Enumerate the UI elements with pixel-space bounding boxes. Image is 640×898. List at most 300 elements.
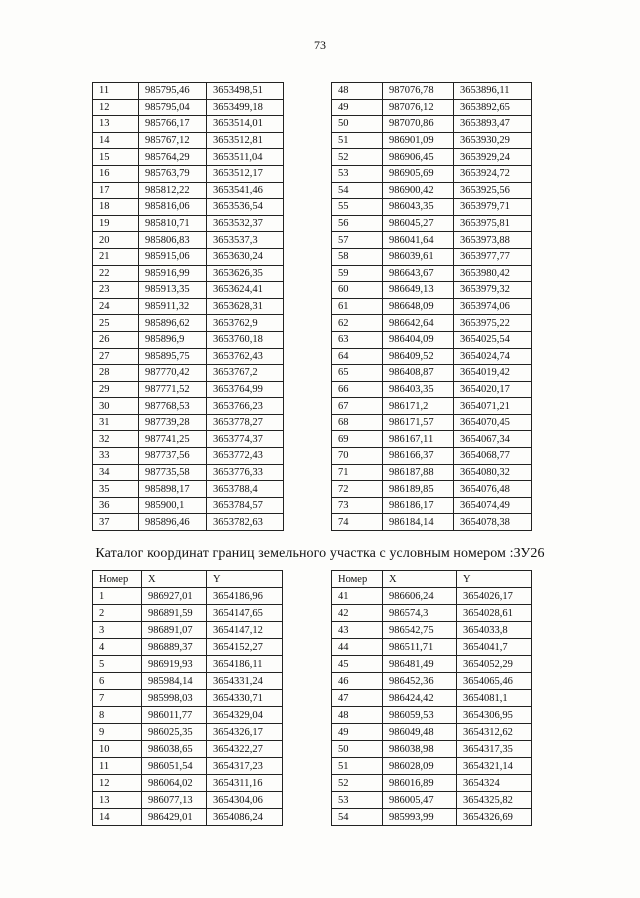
y-coordinate-cell: 3653896,11 [454,83,532,100]
table-row [93,464,284,481]
table-row [332,448,532,465]
point-number-cell: 8 [93,707,142,724]
point-number-cell: 24 [93,298,139,315]
x-coordinate-cell: 986171,2 [383,398,454,415]
table-row [332,199,532,216]
table-row [332,83,532,100]
table-row [332,348,532,365]
table-row [332,809,532,826]
point-number-cell: 5 [93,656,142,673]
table-row [93,116,284,133]
table-row [332,792,532,809]
table-row [93,99,284,116]
point-number-cell: 52 [332,149,383,166]
x-coordinate-cell: 986077,13 [142,792,207,809]
x-coordinate-cell: 987737,56 [139,448,207,465]
coordinates-table-lower-right [331,570,532,826]
point-number-cell: 15 [93,149,139,166]
point-number-cell: 29 [93,381,139,398]
x-coordinate-cell: 985998,03 [142,690,207,707]
table-row [93,792,283,809]
y-coordinate-cell: 3654076,48 [454,481,532,498]
point-number-cell: 66 [332,381,383,398]
x-coordinate-cell: 985900,1 [139,497,207,514]
table-row [332,149,532,166]
y-coordinate-cell: 3654324 [457,775,532,792]
y-coordinate-cell: 3653541,46 [207,182,284,199]
y-coordinate-cell: 3653762,9 [207,315,284,332]
y-coordinate-cell: 3654078,38 [454,514,532,531]
y-coordinate-cell: 3654026,17 [457,588,532,605]
table-row [332,481,532,498]
y-coordinate-cell: 3653974,06 [454,298,532,315]
y-coordinate-cell: 3654041,7 [457,639,532,656]
table-row [332,673,532,690]
y-coordinate-cell: 3654312,62 [457,724,532,741]
y-coordinate-cell: 3654067,34 [454,431,532,448]
table-row [332,331,532,348]
point-number-cell: 51 [332,132,383,149]
x-coordinate-cell: 986051,54 [142,758,207,775]
x-coordinate-cell: 986901,09 [383,132,454,149]
table-row [93,809,283,826]
table-row [93,132,284,149]
point-number-cell: 58 [332,248,383,265]
y-coordinate-cell: 3653498,51 [207,83,284,100]
x-coordinate-cell: 986906,45 [383,149,454,166]
table-row [332,690,532,707]
table-row [93,381,284,398]
point-number-cell: 18 [93,199,139,216]
y-coordinate-cell: 3653511,04 [207,149,284,166]
y-coordinate-cell: 3653630,24 [207,248,284,265]
point-number-cell: 6 [93,673,142,690]
table-row [93,605,283,622]
x-coordinate-cell: 986889,37 [142,639,207,656]
point-number-cell: 67 [332,398,383,415]
y-coordinate-cell: 3653893,47 [454,116,532,133]
table-row [332,282,532,299]
point-number-cell: 54 [332,182,383,199]
table-row [93,724,283,741]
table-row [93,232,284,249]
y-coordinate-cell: 3653924,72 [454,165,532,182]
table-row [332,588,532,605]
x-coordinate-cell: 986404,09 [383,331,454,348]
table-row [332,741,532,758]
x-coordinate-cell: 985896,62 [139,315,207,332]
point-number-cell: 45 [332,656,383,673]
x-coordinate-cell: 986166,37 [383,448,454,465]
point-number-cell: 63 [332,331,383,348]
table-row [93,431,284,448]
y-coordinate-cell: 3654186,11 [207,656,283,673]
point-number-cell: 21 [93,248,139,265]
x-coordinate-cell: 986186,17 [383,497,454,514]
x-coordinate-cell: 985896,46 [139,514,207,531]
point-number-cell: 17 [93,182,139,199]
y-coordinate-cell: 3653762,43 [207,348,284,365]
x-coordinate-cell: 986064,02 [142,775,207,792]
point-number-cell: 4 [93,639,142,656]
y-coordinate-cell: 3653537,3 [207,232,284,249]
point-number-cell: 34 [93,464,139,481]
point-number-cell: 13 [93,116,139,133]
point-number-cell: 22 [93,265,139,282]
y-coordinate-cell: 3654081,1 [457,690,532,707]
x-coordinate-cell: 985763,79 [139,165,207,182]
table-row [93,656,283,673]
x-coordinate-cell: 985766,17 [139,116,207,133]
x-coordinate-cell: 986038,98 [383,741,457,758]
point-number-cell: 48 [332,83,383,100]
point-number-cell: 14 [93,809,142,826]
table-row [332,232,532,249]
x-coordinate-cell: 986574,3 [383,605,457,622]
table-body [332,588,532,826]
x-coordinate-cell: 987070,86 [383,116,454,133]
x-coordinate-cell: 987739,28 [139,414,207,431]
y-coordinate-cell: 3654330,71 [207,690,283,707]
x-coordinate-cell: 986905,69 [383,165,454,182]
table-row [93,315,284,332]
point-number-cell: 53 [332,792,383,809]
table-row [93,149,284,166]
table-row [332,398,532,415]
point-number-cell: 55 [332,199,383,216]
y-coordinate-cell: 3654033,8 [457,622,532,639]
point-number-cell: 41 [332,588,383,605]
point-number-cell: 73 [332,497,383,514]
y-coordinate-cell: 3653782,63 [207,514,284,531]
y-coordinate-cell: 3654020,17 [454,381,532,398]
x-coordinate-cell: 985810,71 [139,215,207,232]
point-number-cell: 43 [332,622,383,639]
x-coordinate-cell: 986403,35 [383,381,454,398]
point-number-cell: 72 [332,481,383,498]
table-row [93,365,284,382]
point-number-cell: 1 [93,588,142,605]
y-coordinate-cell: 3654147,65 [207,605,283,622]
x-coordinate-cell: 987741,25 [139,431,207,448]
table-row [332,605,532,622]
x-coordinate-cell: 985795,46 [139,83,207,100]
y-coordinate-cell: 3654317,35 [457,741,532,758]
x-coordinate-cell: 985767,12 [139,132,207,149]
header-row [332,571,532,588]
y-coordinate-cell: 3653776,33 [207,464,284,481]
y-coordinate-cell: 3653925,56 [454,182,532,199]
coordinates-table-upper-right [331,82,532,531]
table-row [332,99,532,116]
table-row [332,116,532,133]
table-row [93,182,284,199]
table-row [332,165,532,182]
point-number-cell: 65 [332,365,383,382]
y-coordinate-cell: 3653772,43 [207,448,284,465]
point-number-cell: 30 [93,398,139,415]
x-coordinate-cell: 986041,64 [383,232,454,249]
point-number-cell: 3 [93,622,142,639]
table-row [332,265,532,282]
y-coordinate-cell: 3654147,12 [207,622,283,639]
table-row [332,497,532,514]
table-row [93,298,284,315]
header-y: Y [207,571,283,588]
table-row [93,348,284,365]
table-row [93,497,284,514]
table-row [93,199,284,216]
point-number-cell: 49 [332,99,383,116]
point-number-cell: 59 [332,265,383,282]
table-row [93,165,284,182]
table-row [93,775,283,792]
x-coordinate-cell: 985915,06 [139,248,207,265]
table-row [93,265,284,282]
x-coordinate-cell: 986038,65 [142,741,207,758]
point-number-cell: 70 [332,448,383,465]
x-coordinate-cell: 986167,11 [383,431,454,448]
y-coordinate-cell: 3654070,45 [454,414,532,431]
table-row [332,622,532,639]
y-coordinate-cell: 3654306,95 [457,707,532,724]
table-row [93,448,284,465]
x-coordinate-cell: 985816,06 [139,199,207,216]
x-coordinate-cell: 986409,52 [383,348,454,365]
y-coordinate-cell: 3653788,4 [207,481,284,498]
x-coordinate-cell: 986891,07 [142,622,207,639]
table-row [332,248,532,265]
point-number-cell: 20 [93,232,139,249]
point-number-cell: 50 [332,116,383,133]
table-row [93,414,284,431]
table-row [93,282,284,299]
point-number-cell: 2 [93,605,142,622]
table-row [93,639,283,656]
y-coordinate-cell: 3654080,32 [454,464,532,481]
point-number-cell: 57 [332,232,383,249]
x-coordinate-cell: 986424,42 [383,690,457,707]
point-number-cell: 54 [332,809,383,826]
x-coordinate-cell: 986011,77 [142,707,207,724]
x-coordinate-cell: 986649,13 [383,282,454,299]
page-number: 73 [314,38,326,52]
x-coordinate-cell: 985916,99 [139,265,207,282]
x-coordinate-cell: 986900,42 [383,182,454,199]
x-coordinate-cell: 986891,59 [142,605,207,622]
point-number-cell: 36 [93,497,139,514]
y-coordinate-cell: 3653766,23 [207,398,284,415]
table-row [93,690,283,707]
table-row [332,431,532,448]
header-row [93,571,283,588]
point-number-cell: 68 [332,414,383,431]
x-coordinate-cell: 986606,24 [383,588,457,605]
x-coordinate-cell: 986028,09 [383,758,457,775]
point-number-cell: 74 [332,514,383,531]
point-number-cell: 25 [93,315,139,332]
x-coordinate-cell: 986927,01 [142,588,207,605]
x-coordinate-cell: 986039,61 [383,248,454,265]
y-coordinate-cell: 3653975,22 [454,315,532,332]
y-coordinate-cell: 3653892,65 [454,99,532,116]
table-row [93,673,283,690]
point-number-cell: 52 [332,775,383,792]
x-coordinate-cell: 986542,75 [383,622,457,639]
point-number-cell: 44 [332,639,383,656]
x-coordinate-cell: 985795,04 [139,99,207,116]
x-coordinate-cell: 986059,53 [383,707,457,724]
x-coordinate-cell: 985984,14 [142,673,207,690]
point-number-cell: 42 [332,605,383,622]
x-coordinate-cell: 986016,89 [383,775,457,792]
x-coordinate-cell: 986919,93 [142,656,207,673]
point-number-cell: 12 [93,775,142,792]
y-coordinate-cell: 3653532,37 [207,215,284,232]
table-row [93,514,284,531]
point-number-cell: 62 [332,315,383,332]
point-number-cell: 37 [93,514,139,531]
table-row [332,707,532,724]
x-coordinate-cell: 986045,27 [383,215,454,232]
point-number-cell: 53 [332,165,383,182]
table-row [332,298,532,315]
x-coordinate-cell: 986005,47 [383,792,457,809]
point-number-cell: 47 [332,690,383,707]
point-number-cell: 27 [93,348,139,365]
x-coordinate-cell: 987768,53 [139,398,207,415]
y-coordinate-cell: 3653499,18 [207,99,284,116]
header-number: Номер [93,571,142,588]
point-number-cell: 48 [332,707,383,724]
y-coordinate-cell: 3654074,49 [454,497,532,514]
y-coordinate-cell: 3654071,21 [454,398,532,415]
point-number-cell: 12 [93,99,139,116]
table-row [332,381,532,398]
table-row [93,707,283,724]
table-row [332,639,532,656]
y-coordinate-cell: 3653930,29 [454,132,532,149]
x-coordinate-cell: 986189,85 [383,481,454,498]
y-coordinate-cell: 3653977,77 [454,248,532,265]
header-y: Y [457,571,532,588]
point-number-cell: 10 [93,741,142,758]
point-number-cell: 23 [93,282,139,299]
y-coordinate-cell: 3653760,18 [207,331,284,348]
y-coordinate-cell: 3653626,35 [207,265,284,282]
y-coordinate-cell: 3653778,27 [207,414,284,431]
y-coordinate-cell: 3654152,27 [207,639,283,656]
table-row [93,588,283,605]
table-row [332,132,532,149]
x-coordinate-cell: 985895,75 [139,348,207,365]
x-coordinate-cell: 985812,22 [139,182,207,199]
x-coordinate-cell: 986511,71 [383,639,457,656]
y-coordinate-cell: 3653975,81 [454,215,532,232]
y-coordinate-cell: 3654024,74 [454,348,532,365]
y-coordinate-cell: 3654322,27 [207,741,283,758]
x-coordinate-cell: 987076,12 [383,99,454,116]
point-number-cell: 26 [93,331,139,348]
y-coordinate-cell: 3654025,54 [454,331,532,348]
y-coordinate-cell: 3654052,29 [457,656,532,673]
point-number-cell: 11 [93,83,139,100]
point-number-cell: 9 [93,724,142,741]
y-coordinate-cell: 3654304,06 [207,792,283,809]
x-coordinate-cell: 986184,14 [383,514,454,531]
table-row [93,248,284,265]
table-row [332,215,532,232]
point-number-cell: 71 [332,464,383,481]
x-coordinate-cell: 986408,87 [383,365,454,382]
y-coordinate-cell: 3653979,32 [454,282,532,299]
table-row [93,398,284,415]
y-coordinate-cell: 3654317,23 [207,758,283,775]
y-coordinate-cell: 3654325,82 [457,792,532,809]
point-number-cell: 35 [93,481,139,498]
y-coordinate-cell: 3654326,69 [457,809,532,826]
y-coordinate-cell: 3653929,24 [454,149,532,166]
x-coordinate-cell: 986481,49 [383,656,457,673]
y-coordinate-cell: 3653774,37 [207,431,284,448]
x-coordinate-cell: 987735,58 [139,464,207,481]
table-row [93,481,284,498]
x-coordinate-cell: 987771,52 [139,381,207,398]
y-coordinate-cell: 3653512,17 [207,165,284,182]
catalog-caption: Каталог координат границ земельного участка с условным номером :ЗУ26 [95,546,545,561]
y-coordinate-cell: 3653973,88 [454,232,532,249]
y-coordinate-cell: 3654311,16 [207,775,283,792]
x-coordinate-cell: 985896,9 [139,331,207,348]
table-row [93,622,283,639]
y-coordinate-cell: 3653514,01 [207,116,284,133]
y-coordinate-cell: 3653979,71 [454,199,532,216]
table-row [332,315,532,332]
point-number-cell: 46 [332,673,383,690]
table-row [93,758,283,775]
coordinates-table-upper-left [92,82,284,531]
point-number-cell: 51 [332,758,383,775]
table-row [93,741,283,758]
table-row [332,656,532,673]
point-number-cell: 14 [93,132,139,149]
table-row [93,83,284,100]
header-x: X [142,571,207,588]
y-coordinate-cell: 3653764,99 [207,381,284,398]
point-number-cell: 33 [93,448,139,465]
table-row [93,215,284,232]
point-number-cell: 49 [332,724,383,741]
header-number: Номер [332,571,383,588]
x-coordinate-cell: 985993,99 [383,809,457,826]
y-coordinate-cell: 3654086,24 [207,809,283,826]
x-coordinate-cell: 986049,48 [383,724,457,741]
x-coordinate-cell: 986171,57 [383,414,454,431]
x-coordinate-cell: 986043,35 [383,199,454,216]
table-row [332,724,532,741]
y-coordinate-cell: 3653624,41 [207,282,284,299]
point-number-cell: 32 [93,431,139,448]
y-coordinate-cell: 3654028,61 [457,605,532,622]
x-coordinate-cell: 985764,29 [139,149,207,166]
table-row [332,464,532,481]
x-coordinate-cell: 986429,01 [142,809,207,826]
point-number-cell: 19 [93,215,139,232]
y-coordinate-cell: 3654329,04 [207,707,283,724]
y-coordinate-cell: 3653784,57 [207,497,284,514]
table-row [332,182,532,199]
table-row [332,758,532,775]
